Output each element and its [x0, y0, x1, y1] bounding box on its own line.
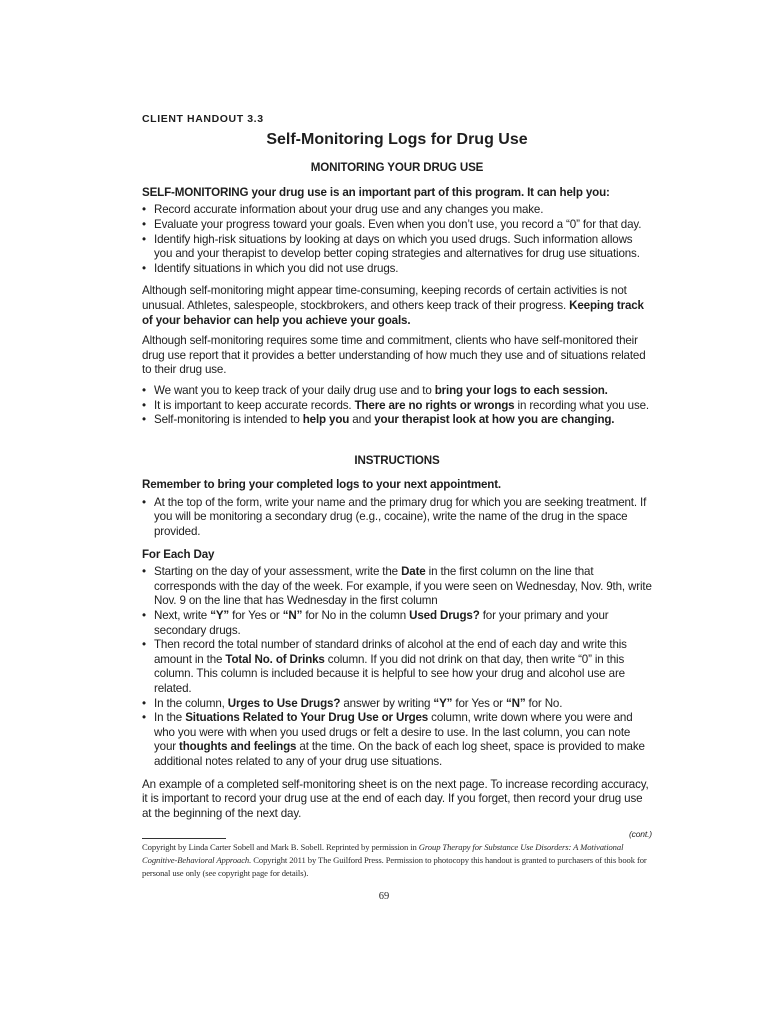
- intro-statement: SELF-MONITORING your drug use is an important part of this program. It can help you:: [142, 185, 610, 199]
- list-item: • Evaluate your progress toward your goals. Even when you don’t use, you record a “0” for that day.: [142, 218, 652, 233]
- list-item: • Record accurate information about your drug use and any changes you make.: [142, 203, 652, 218]
- list-item: [142, 399, 652, 414]
- list-item: [142, 384, 652, 399]
- paragraph-text: Although self-monitoring might appear time-consuming, keeping records of certain activities is not unusual. Athletes, salespeople, stockbrokers, and others keep track of their progress.: [142, 284, 627, 312]
- paragraph-tracking: [142, 284, 652, 328]
- copyright-notice: [142, 841, 654, 880]
- item-text: for your primary and your secondary drugs.: [154, 609, 609, 637]
- item-text: In the column,: [154, 696, 228, 710]
- item-text: In the: [154, 711, 186, 725]
- item-text: answer by writing: [340, 696, 434, 710]
- section-heading-monitoring: MONITORING YOUR DRUG USE: [310, 161, 484, 175]
- list-item: [142, 697, 652, 712]
- list-item: [142, 638, 652, 696]
- item-emphasis: “N”: [505, 696, 526, 710]
- item-emphasis: “N”: [282, 609, 303, 623]
- page-title: Self-Monitoring Logs for Drug Use: [266, 130, 528, 148]
- paragraph-closing: An example of a completed self-monitoring sheet is on the next page. To increase recording accuracy, it is important to record your drug use at the end of each day. If you forget, then record your drug use at the beginning of the next day.: [142, 777, 649, 820]
- paragraph-emphasis: Keeping track of your behavior can help you achieve your goals.: [142, 298, 644, 327]
- copyright-text: Copyright by Linda Carter Sobell and Mark B. Sobell. Reprinted by permission in: [142, 842, 419, 852]
- list-item: [142, 565, 652, 609]
- list-item: [142, 711, 652, 769]
- item-emphasis: thoughts and feelings: [179, 740, 297, 754]
- item-text: and: [349, 413, 375, 427]
- item-emphasis: Situations Related to Your Drug Use or Urges: [185, 711, 429, 725]
- paragraph-commitment: Although self-monitoring requires some time and commitment, clients who have self-monitored their drug use report that it provides a better understanding of how much they use and of situations related to their drug use.: [142, 334, 646, 377]
- item-emphasis: There are no rights or wrongs: [354, 398, 515, 412]
- item-emphasis: Date: [401, 565, 426, 579]
- item-text: in the first column on the line that corresponds with the day of the week. For example, if you were seen on Wednesday, Nov. 9th, write Nov. 9 on the line that has Wednesday in the first column: [154, 565, 652, 608]
- item-text: for Yes or: [229, 609, 283, 623]
- list-item: [142, 413, 652, 428]
- page-number: 69: [378, 891, 390, 902]
- item-text: Starting on the day of your assessment, write the: [154, 565, 402, 579]
- item-emphasis: help you: [302, 413, 350, 427]
- item-text: for Yes or: [452, 696, 506, 710]
- item-emphasis: your therapist look at how you are changing.: [374, 413, 615, 427]
- book-title: Group Therapy for Substance Use Disorders: A Motivational Cognitive-Behavioral Approach.: [142, 842, 624, 865]
- item-emphasis: Total No. of Drinks: [225, 652, 325, 666]
- item-text: Self-monitoring is intended to: [154, 413, 303, 427]
- subheading-each-day: For Each Day: [142, 547, 215, 561]
- item-text: We want you to keep track of your daily drug use and to: [154, 383, 435, 397]
- expectations-list: [142, 384, 652, 428]
- handout-body: [142, 112, 652, 842]
- item-text: It is important to keep accurate records.: [154, 398, 355, 412]
- item-text: for No.: [525, 696, 563, 710]
- item-text: in recording what you use.: [514, 398, 649, 412]
- item-emphasis: bring your logs to each session.: [434, 383, 608, 397]
- list-item: • Identify high-risk situations by looking at days on which you used drugs. Such information allows you and your therapist to develop better coping strategies and alternatives for drug use situations.: [142, 233, 652, 262]
- item-text: Then record the total number of standard drinks of alcohol at the end of each day and write this amount in the: [154, 638, 627, 666]
- daily-steps-list: [142, 565, 652, 769]
- list-item: • At the top of the form, write your name and the primary drug for which you are seeking treatment. If you will be monitoring a secondary drug (e.g., cocaine), write the name of the drug in the space provided.: [142, 496, 652, 540]
- item-text: column. If you did not drink on that day, then write “0” in this column. This column is included because it is helpful to see how your drug and alcohol use are related.: [154, 652, 625, 695]
- item-text: for No in the column: [302, 609, 410, 623]
- reminder-statement: Remember to bring your completed logs to your next appointment.: [142, 478, 502, 492]
- item-emphasis: Used Drugs?: [409, 609, 480, 623]
- copyright-text: Copyright 2011 by The Guilford Press. Permission to photocopy this handout is granted to purchasers of this book for personal use only (see copyright page for details).: [142, 855, 647, 878]
- item-text: column, write down where you were and who you were with when you used drugs or felt a desire to use. In the last column, you can note your: [154, 711, 633, 754]
- benefits-list: [142, 203, 652, 276]
- continued-marker: (cont.): [628, 829, 652, 840]
- footnote-divider: [142, 838, 226, 839]
- item-text: Next, write: [154, 609, 211, 623]
- handout-label: CLIENT HANDOUT 3.3: [142, 113, 264, 125]
- item-emphasis: Urges to Use Drugs?: [227, 696, 341, 710]
- form-header-list: [142, 496, 652, 540]
- item-emphasis: “Y”: [210, 609, 230, 623]
- list-item: [142, 609, 652, 638]
- item-emphasis: “Y”: [433, 696, 453, 710]
- section-heading-instructions: INSTRUCTIONS: [354, 453, 440, 467]
- list-item: • Identify situations in which you did not use drugs.: [142, 262, 652, 277]
- item-text: at the time. On the back of each log sheet, space is provided to make additional notes related to any of your drug use situations.: [154, 740, 645, 768]
